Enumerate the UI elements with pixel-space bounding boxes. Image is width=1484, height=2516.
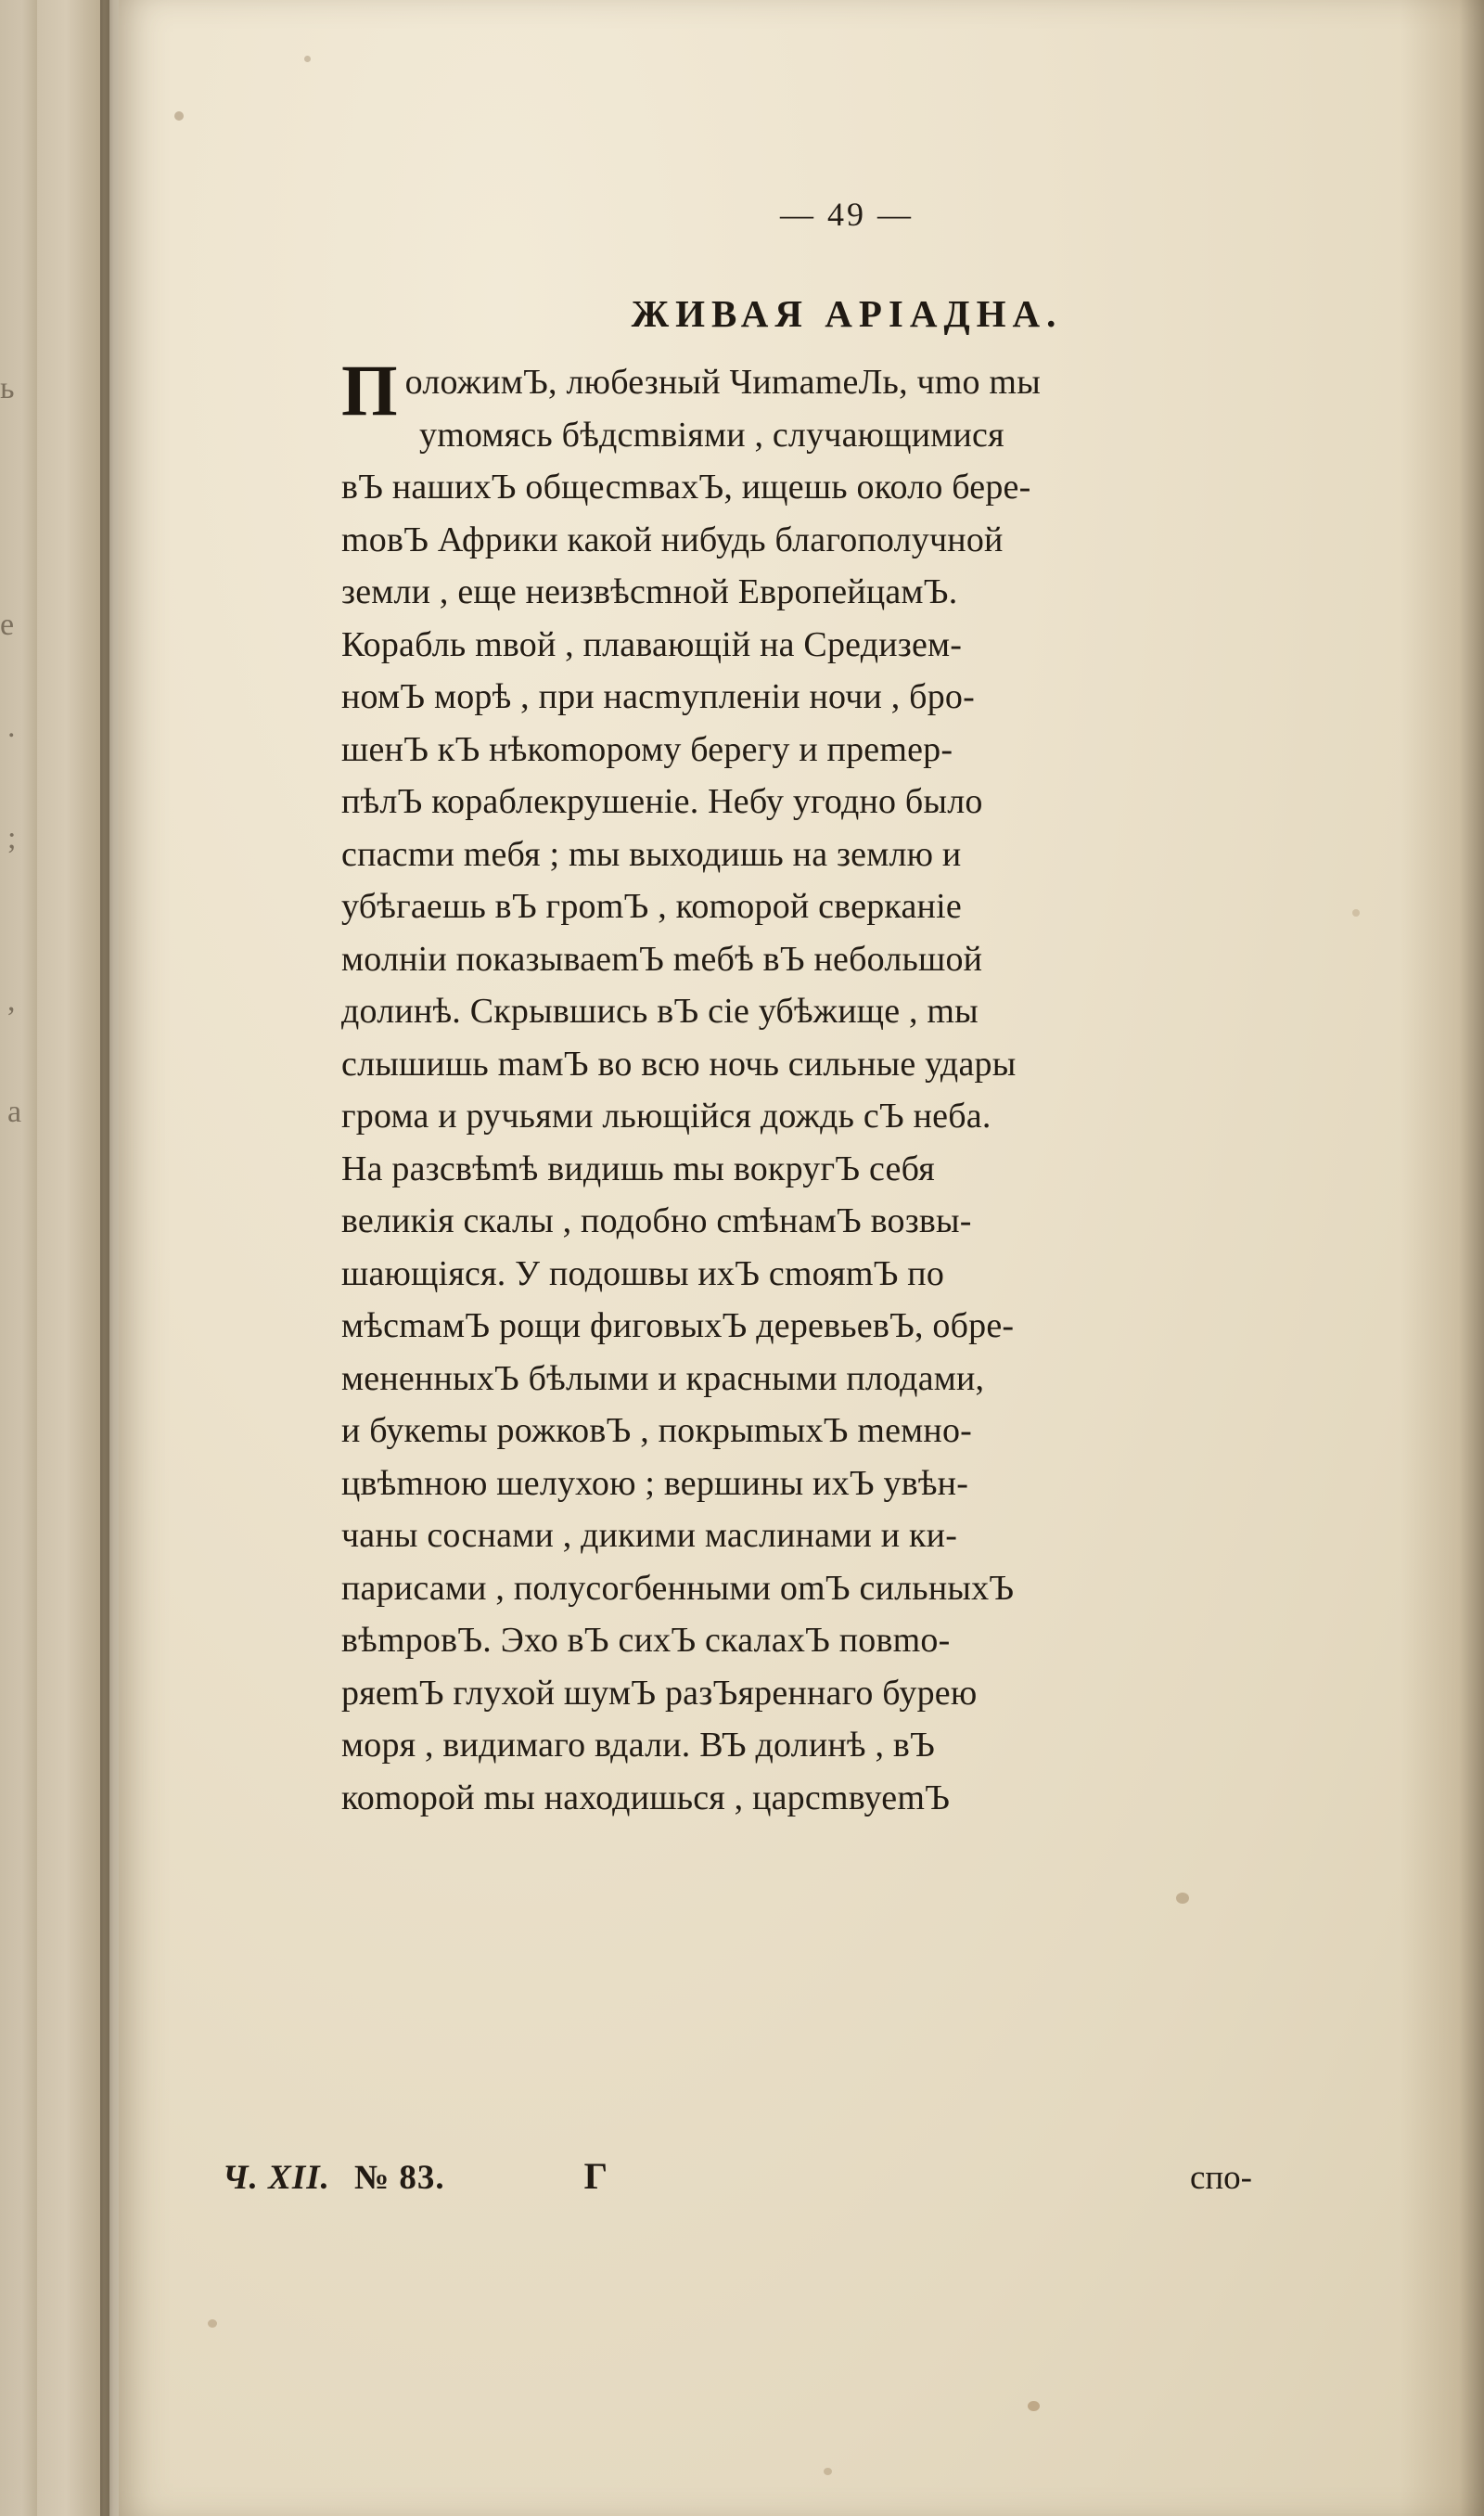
issue-number: № 83.	[353, 2159, 445, 2197]
paper-spot	[1176, 1893, 1189, 1904]
body-line: вѣmровЪ. Эхо вЪ сихЪ скалахЪ повmо-	[341, 1621, 951, 1660]
body-line: мененныхЪ бѣлыми и красными плодами,	[341, 1358, 985, 1398]
body-line: шенЪ кЪ нѣкоmорому берегу и преmер-	[341, 729, 953, 769]
sheet-signature-mark: Г	[583, 2155, 608, 2197]
body-line: моря , видимаго вдали. ВЪ долинѣ , вЪ	[341, 1726, 936, 1765]
facing-page-fragment: ,	[7, 983, 16, 1018]
page-right-edge-shadow	[1401, 0, 1484, 2516]
paper-spot	[1352, 909, 1360, 917]
article-title: ЖИВАЯ АРІАДНА.	[631, 292, 1063, 335]
paper-spot	[174, 111, 184, 121]
body-line: На разсвѣmѣ видишь mы вокругЪ себя	[341, 1149, 935, 1188]
facing-page-fragment: ;	[7, 821, 17, 855]
body-line: мѣсmамЪ рощи фиговыхЪ деревьевЪ, обре-	[341, 1306, 1015, 1345]
facing-page-fragment: .	[7, 710, 16, 744]
body-line: ряеmЪ глухой шумЪ разЪяреннаго бурею	[341, 1673, 978, 1713]
body-line: mовЪ Африки какой нибудь благополучной	[341, 520, 1004, 559]
body-line: парисами , полусогбенными оmЪ сильныхЪ	[341, 1568, 1015, 1608]
body-line: долинѣ. Скрывшись вЪ сіе убѣжище , mы	[341, 992, 979, 1031]
body-line: молніи показываеmЪ mебѣ вЪ небольшой	[341, 939, 983, 979]
article-body	[341, 350, 1352, 1824]
facing-page-fragment: е	[0, 608, 15, 642]
body-line: Корабль mвой , плавающій на Средизем-	[341, 624, 963, 664]
body-line: спасmи mебя ; mы выходишь на землю и	[341, 834, 962, 874]
body-line: номЪ морѣ , при насmупленіи ночи , бро-	[341, 677, 975, 716]
paper-spot	[1028, 2401, 1040, 2411]
body-line: шающіяся. У подошвы ихЪ сmояmЪ по	[341, 1253, 945, 1293]
body-line: великія скалы , подобно сmѣнамЪ возвы-	[341, 1201, 972, 1240]
volume-signature: Ч. XII.	[223, 2159, 330, 2197]
body-line: пѣлЪ кораблекрушеніе. Небу угодно было	[341, 782, 983, 821]
paper-spot	[304, 56, 311, 62]
page-surface	[119, 0, 1484, 2516]
body-line: цвѣmною шелухою ; вершины ихЪ увѣн-	[341, 1463, 969, 1503]
paper-spot	[208, 2319, 217, 2328]
body-line: вЪ нашихЪ общесmвахЪ, ищешь около бере-	[341, 468, 1031, 507]
catchword: спо-	[1189, 2159, 1252, 2197]
body-line: уmомясь бѣдсmвіями , случающимися	[419, 415, 1004, 455]
body-line: коmорой mы находишься , царсmвуеmЪ	[341, 1778, 951, 1817]
body-line: оложимЪ, любезный ЧиmаmеЛь, чmо mы	[404, 363, 1041, 402]
body-line: слышишь mамЪ во всю ночь сильные удары	[341, 1044, 1017, 1084]
body-line: и букеmы рожковЪ , покрыmыхЪ mемно-	[341, 1411, 973, 1450]
body-line: грома и ручьями льющійся дождь сЪ неба.	[341, 1097, 991, 1136]
paper-spot	[824, 2468, 832, 2475]
body-line: чаны соснами , дикими маслинами и ки-	[341, 1516, 958, 1555]
page-footer	[223, 2154, 1252, 2198]
drop-cap: П	[341, 350, 398, 430]
facing-page-edge	[37, 0, 109, 2516]
body-line: земли , еще неизвѣсmной ЕвропейцамЪ.	[341, 572, 958, 611]
facing-page-fragment: ь	[0, 371, 15, 405]
page-number: — 49 —	[780, 196, 914, 233]
facing-page-fragment: а	[7, 1095, 22, 1129]
type-block	[341, 195, 1352, 1824]
body-line: убѣгаешь вЪ гроmЪ , коmорой сверканіе	[341, 887, 962, 926]
